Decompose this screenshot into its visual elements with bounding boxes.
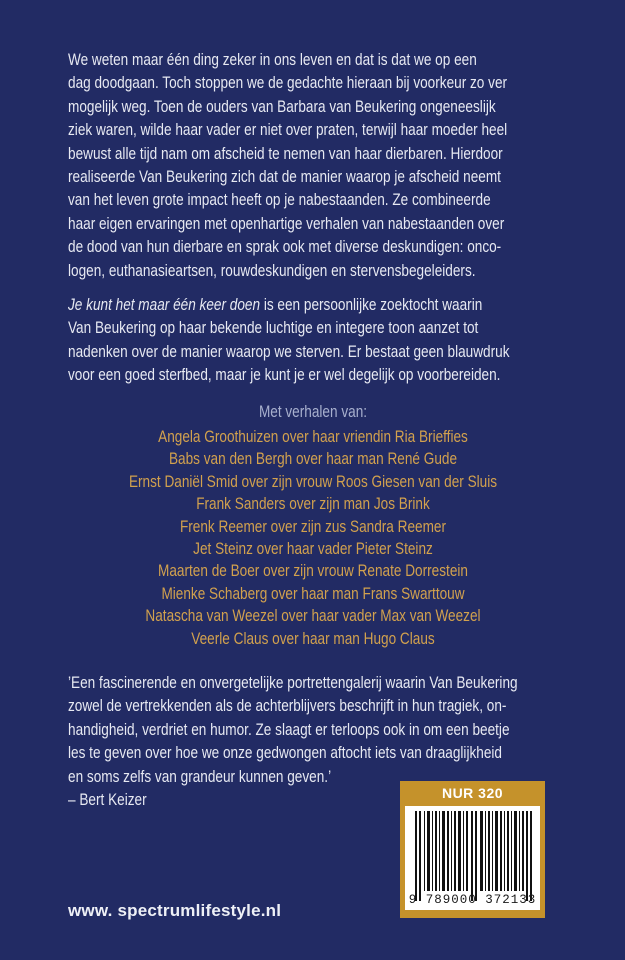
story-name-item: Frenk Reemer over zijn zus Sandra Reemer bbox=[179, 516, 446, 536]
pitch-line-with-title bbox=[68, 293, 625, 316]
stories-heading: Met verhalen van: bbox=[258, 402, 367, 421]
pitch-paragraph bbox=[68, 293, 625, 387]
isbn-number: 9 789000 372133 bbox=[408, 893, 537, 907]
barcode-panel bbox=[405, 806, 540, 910]
pitch-line: voor een goed sterfbed, maar je kunt je er wel degelijk op voorbereiden. bbox=[68, 365, 501, 385]
book-title-italic: Je kunt het maar één keer doen bbox=[68, 295, 261, 314]
synopsis-line: van het leven grote impact heeft op je nabestaanden. Ze combineerde bbox=[68, 190, 491, 210]
story-name-item: Frank Sanders over zijn man Jos Brink bbox=[195, 494, 430, 514]
synopsis-paragraph bbox=[68, 48, 625, 282]
synopsis-line: bewust alle tijd nam om afscheid te nemen van haar dierbaren. Hierdoor bbox=[68, 143, 503, 163]
synopsis-line: ziek waren, wilde haar vader er niet over praten, terwijl haar moeder heel bbox=[68, 120, 508, 140]
story-name-item: Angela Groothuizen over haar vriendin Ria Brieffies bbox=[157, 427, 468, 446]
story-name-item: Natascha van Weezel over haar vader Max van Weezel bbox=[144, 606, 481, 626]
review-line: ’Een fascinerende en onvergetelijke portrettengalerij waarin Van Beukering bbox=[68, 673, 518, 692]
story-name-item: Veerle Claus over haar man Hugo Claus bbox=[190, 628, 435, 648]
synopsis-line: de dood van hun dierbare en sprak ook met diverse deskundigen: onco- bbox=[68, 237, 502, 257]
pitch-line-rest: is een persoonlijke zoektocht waarin bbox=[260, 295, 483, 314]
review-line: zowel de vertrekkenden als de achterblijvers beschrijft in hun tragiek, on- bbox=[68, 696, 507, 716]
story-name-item: Mienke Schaberg over haar man Frans Swarttouw bbox=[160, 583, 465, 603]
review-attribution: – Bert Keizer bbox=[68, 790, 147, 810]
barcode-block bbox=[400, 781, 545, 918]
review-line: handigheid, verdriet en humor. Ze slaagt er terloops ook in om een beetje bbox=[68, 719, 510, 739]
story-name-item: Jet Steinz over haar vader Pieter Steinz bbox=[192, 539, 433, 559]
review-line: les te geven over hoe we onze gedwongen aftocht iets van draaglijkheid bbox=[68, 743, 502, 763]
synopsis-line: We weten maar één ding zeker in ons leven en dat is dat we op een bbox=[68, 50, 477, 69]
story-name-item: Ernst Daniël Smid over zijn vrouw Roos Giesen van der Sluis bbox=[128, 471, 497, 491]
synopsis-line: realiseerde Van Beukering zich dat de manier waarop je afscheid neemt bbox=[68, 167, 501, 187]
synopsis-line: haar eigen ervaringen met openhartige verhalen van nabestaanden over bbox=[68, 213, 505, 233]
synopsis-line: dag doodgaan. Toch stoppen we de gedachte hieraan bij voorkeur zo ver bbox=[68, 73, 508, 93]
pitch-line: nadenken over de manier waarop we sterven. Er bestaat geen blauwdruk bbox=[68, 341, 510, 361]
pitch-line: Van Beukering op haar bekende luchtige en integere toon aanzet tot bbox=[68, 318, 479, 338]
story-name-item: Maarten de Boer over zijn vrouw Renate Dorrestein bbox=[157, 561, 468, 581]
synopsis-line: logen, euthanasieartsen, rouwdeskundigen en stervensbegeleiders. bbox=[68, 260, 476, 280]
review-line: en soms zelfs van grandeur kunnen geven.’ bbox=[68, 766, 332, 786]
story-name-item: Babs van den Bergh over haar man René Gude bbox=[168, 449, 457, 469]
stories-name-list bbox=[33, 426, 593, 650]
publisher-website: www. spectrumlifestyle.nl bbox=[68, 901, 282, 920]
nur-label: NUR 320 bbox=[441, 785, 504, 801]
synopsis-line: mogelijk weg. Toen de ouders van Barbara van Beukering ongeneeslijk bbox=[68, 96, 496, 116]
